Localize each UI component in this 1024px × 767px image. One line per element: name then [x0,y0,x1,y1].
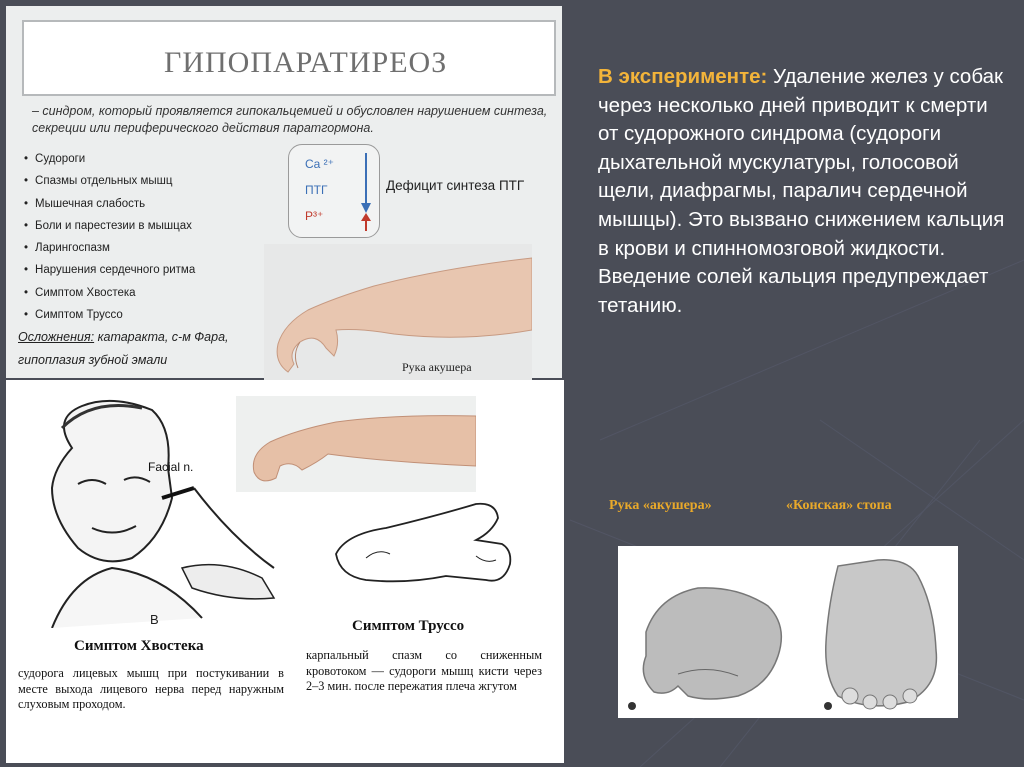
experiment-highlight: В эксперименте: [598,65,768,88]
arrows-icon [359,151,373,233]
experiment-body: Удаление желез у собак через несколько дней приводит к смерти от судорожного синдрома (судороги дыхательной мускулатуры, голосовой щели, диафрагмы, паралич сердечной мышцы). Это вызвано снижением кальция в крови и спинномозговой жидкости. Введение солей кальция предупреждает тетанию. [598,65,1005,317]
hand-drawing-icon [326,484,526,604]
symptom-item: • Боли и парестезии в мышцах [24,215,195,237]
hand-photo-bottom [236,396,476,492]
symptom-item: • Симптом Труссо [24,304,195,326]
trousseau-title: Симптом Труссо [352,618,465,634]
complications-line1: катаракта, с-м Фара, [94,330,229,344]
trousseau-description: карпальный спазм со сниженным кровотоком — судороги мышц кисти через 2–3 мин. после пережатия плеча жгутом [306,648,542,693]
complications-line2: гипоплазия зубной эмали [18,353,168,367]
symptom-item: • Ларингоспазм [24,237,195,259]
obstetrician-hand-photo [264,244,532,382]
hand-photo-icon [236,396,476,492]
caption-foot: «Конская» стопа [786,498,892,513]
ion-phosphorus: P³⁺ [305,209,324,223]
symptom-item: • Нарушения сердечного ритма [24,259,195,281]
experiment-text [598,63,1008,320]
symptoms-list [24,148,195,326]
photo-caption: Рука акушера [402,360,472,374]
complications [18,326,278,372]
hand-foot-photo [618,546,958,718]
complications-label: Осложнения: [18,330,95,344]
symptom-item: • Судороги [24,148,195,170]
symptom-item: • Спазмы отдельных мышц [24,170,195,192]
hand-foot-photo-icon [618,546,958,718]
hand-photo-icon [264,244,532,382]
letter-b: B [150,612,159,627]
hypoparathyroidism-slide-image [6,6,562,378]
caption-hand: Рука «акушера» [609,498,712,513]
chvostek-title: Симптом Хвостека [74,638,204,654]
symptom-item: • Мышечная слабость [24,193,195,215]
chvostek-trousseau-image [6,380,564,763]
ion-ptg: ПТГ [305,183,328,197]
definition-text: – синдром, который проявляется гипокальцемией и обусловлен нарушением синтеза, секреции или периферического действия паратгормона. [32,104,548,135]
ptg-deficit-text: Дефицит синтеза ПТГ [386,178,525,193]
slide-title: ГИПОПАРАТИРЕОЗ [164,46,448,79]
facial-nerve-label: Facial n. [148,460,194,474]
chvostek-description: судорога лицевых мышц при постукивании в месте выхода лицевого нерва перед наружным слуховым проходом. [18,666,284,711]
ions-box [288,144,380,238]
symptom-item: • Симптом Хвостека [24,282,195,304]
ion-calcium: Ca ²⁺ [305,157,335,171]
title-box [22,20,556,96]
